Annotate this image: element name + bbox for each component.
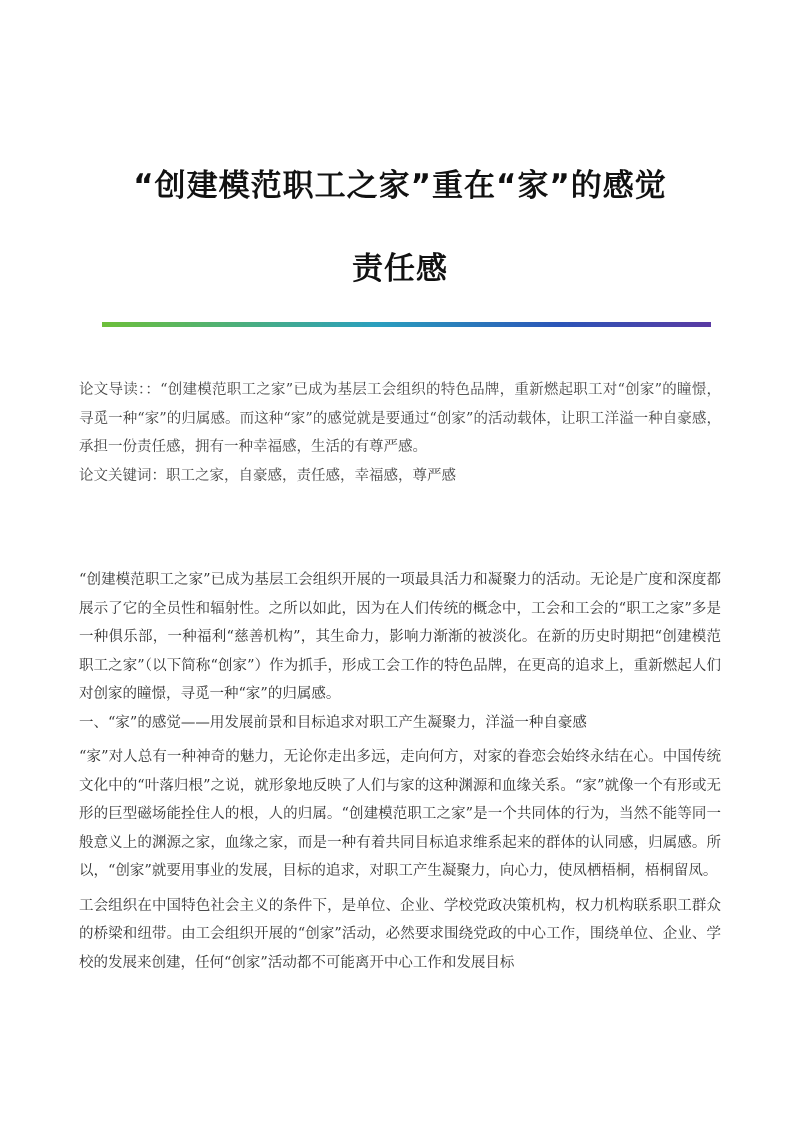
abstract-keywords: 论文关键词：职工之家，自豪感，责任感，幸福感，尊严感 bbox=[79, 467, 456, 484]
abstract-intro: 论文导读：：“创建模范职工之家”已成为基层工会组织的特色品牌，重新燃起职工对“创家”的瞳憬，寻觅一种“家”的归属感。而这种“家”的感觉就是要通过“创家”的活动载体，让职工洋溢一种自豪感，承担一份责任感，拥有一种幸福感，生活的有尊严感。 bbox=[79, 382, 721, 455]
body-section bbox=[79, 566, 721, 977]
title-divider bbox=[102, 322, 711, 327]
body-paragraph-1: “创建模范职工之家”已成为基层工会组织开展的一项最具活力和凝聚力的活动。无论是广度和深度都展示了它的全员性和辐射性。之所以如此，因为在人们传统的概念中，工会和工会的“职工之家”多是一种俱乐部，一种福利“慈善机构”，其生命力，影响力渐渐的被淡化。在新的历史时期把“创建模范职工之家”（以下简称“创家”）作为抓手，形成工会工作的特色品牌，在更高的追求上，重新燃起人们对创家的瞳憬，寻觅一种“家”的归属感。 bbox=[79, 572, 721, 702]
abstract-section bbox=[79, 376, 721, 490]
page-title-line-2: 责任感 bbox=[352, 251, 448, 287]
body-paragraph-2: “家”对人总有一种神奇的魅力，无论你走出多远，走向何方，对家的眷恋会始终永结在心。中国传统文化中的“叶落归根”之说，就形象地反映了人们与家的这种渊源和血缘关系。“家”就像一个有形或无形的巨型磁场能拴住人的根，人的归属。“创建模范职工之家”是一个共同体的行为，当然不能等同一般意义上的渊源之家，血缘之家，而是一种有着共同目标追求维系起来的群体的认同感，归属感。所以，“创家”就要用事业的发展，目标的追求，对职工产生凝聚力，向心力，使凤栖梧桐，梧桐留凤。 bbox=[79, 749, 721, 879]
body-paragraph-3: 工会组织在中国特色社会主义的条件下，是单位、企业、学校党政决策机构，权力机构联系职工群众的桥梁和纽带。由工会组织开展的“创家”活动，必然要求围绕党政的中心工作，围绕单位、企业、学校的发展来创建，任何“创家”活动都不可能离开中心工作和发展目标 bbox=[79, 897, 721, 971]
page-title-line-1: “创建模范职工之家”重在“家”的感觉 bbox=[133, 168, 667, 204]
section-heading-1: 一、“家”的感觉——用发展前景和目标追求对职工产生凝聚力，洋溢一种自豪感 bbox=[79, 714, 587, 731]
